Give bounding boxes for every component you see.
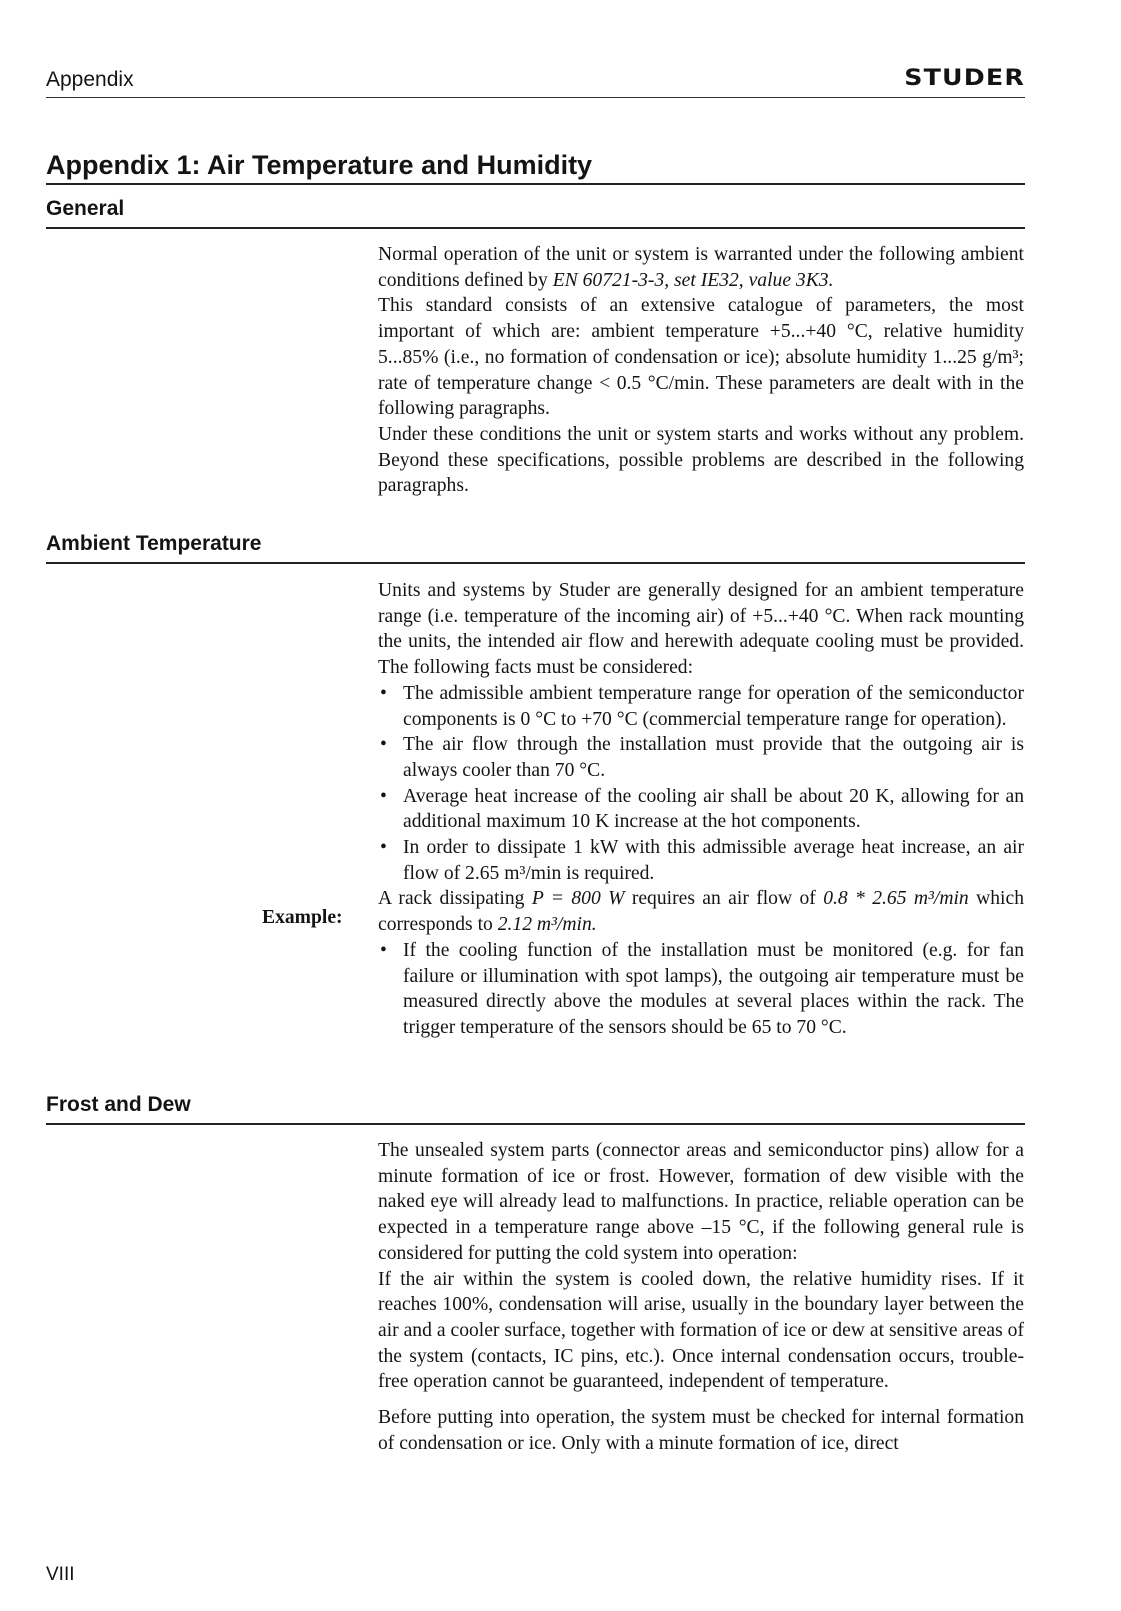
list-item: • The admissible ambient temperature range for operation of the semiconductor components is 0 °C to +70 °C (commercial temperature range for operation). xyxy=(378,681,1024,732)
brand-logo: STUDER xyxy=(904,66,1025,91)
page-title: Appendix 1: Air Temperature and Humidity xyxy=(46,150,593,180)
list-item: • If the cooling function of the installation must be monitored (e.g. for fan failure or illumination with spot lamps), the outgoing air temperature must be measured directly above the modules at several places within the rack. The trigger temperature of the sensors should be 65 to 70 °C. xyxy=(378,938,1024,1041)
general-paragraph-1: Normal operation of the unit or system is warranted under the following ambient conditions defined by EN 60721-3-3, set IE32, value 3K3. xyxy=(378,244,1024,291)
frost-paragraph-1: The unsealed system parts (connector areas and semiconductor pins) allow for a minute formation of ice or frost. However, formation of dew visible with the naked eye will already lead to malfunctions. In practice, reliable operation can be expected in a temperature range above –15 °C, if the following general rule is considered for putting the cold system into operation: xyxy=(378,1140,1024,1264)
standard-reference: EN 60721-3-3, set IE32, value 3K3. xyxy=(552,269,834,291)
general-paragraph-2: This standard consists of an extensive catalogue of parameters, the most important of which are: ambient temperature +5...+40 °C, relative humidity 5...85% (i.e., no formation of condensation or ice); absolute humidity 1...25 g/m³; rate of temperature change < 0.5 °C/min. These parameters are dealt with in the following paragraphs. xyxy=(378,295,1024,420)
title-divider xyxy=(46,183,1025,185)
section-heading-frost-and-dew: Frost and Dew xyxy=(46,1093,191,1116)
frost-paragraph-3: Before putting into operation, the system must be checked for internal formation of condensation or ice. Only with a minute formation of ice, direct xyxy=(378,1407,1024,1454)
frost-paragraph-2: If the air within the system is cooled down, the relative humidity rises. If it reaches 100%, condensation will arise, usually in the boundary layer between the air and a cooler surface, together with formation of ice or dew at sensitive areas of the system (contacts, IC pins, etc.). Once internal condensation occurs, trouble-free operation cannot be guaranteed, independent of temperature. xyxy=(378,1268,1024,1393)
list-item: • Average heat increase of the cooling air shall be about 20 K, allowing for an additional maximum 10 K increase at the hot components. xyxy=(378,784,1024,835)
page-number: VIII xyxy=(46,1564,75,1585)
running-header-section: Appendix xyxy=(46,68,134,91)
header-divider xyxy=(46,97,1025,98)
ambient-bullet-list xyxy=(378,681,1024,887)
section-heading-general: General xyxy=(46,197,125,220)
list-item: • The air flow through the installation must provide that the outgoing air is always cooler than 70 °C. xyxy=(378,732,1024,783)
ambient-divider xyxy=(46,562,1025,564)
general-body xyxy=(378,242,1024,499)
general-divider xyxy=(46,227,1025,229)
ambient-body xyxy=(378,578,1024,1041)
frost-body xyxy=(378,1138,1024,1456)
general-paragraph-3: Under these conditions the unit or system starts and works without any problem. Beyond these specifications, possible problems are described in the following paragraphs. xyxy=(378,423,1024,497)
frost-divider xyxy=(46,1123,1025,1125)
example-text: A rack dissipating P = 800 W requires an air flow of 0.8 * 2.65 m³/min which corresponds to 2.12 m³/min. xyxy=(378,888,1024,936)
example-label: Example: xyxy=(262,907,343,928)
list-item: • In order to dissipate 1 kW with this admissible average heat increase, an air flow of 2.65 m³/min is required. xyxy=(378,835,1024,886)
section-heading-ambient-temperature: Ambient Temperature xyxy=(46,532,262,555)
ambient-bullet-list-2 xyxy=(378,938,1024,1041)
ambient-intro: Units and systems by Studer are generally designed for an ambient temperature range (i.e. temperature of the incoming air) of +5...+40 °C. When rack mounting the units, the intended air flow and herewith adequate cooling must be provided. The following facts must be considered: xyxy=(378,580,1024,679)
